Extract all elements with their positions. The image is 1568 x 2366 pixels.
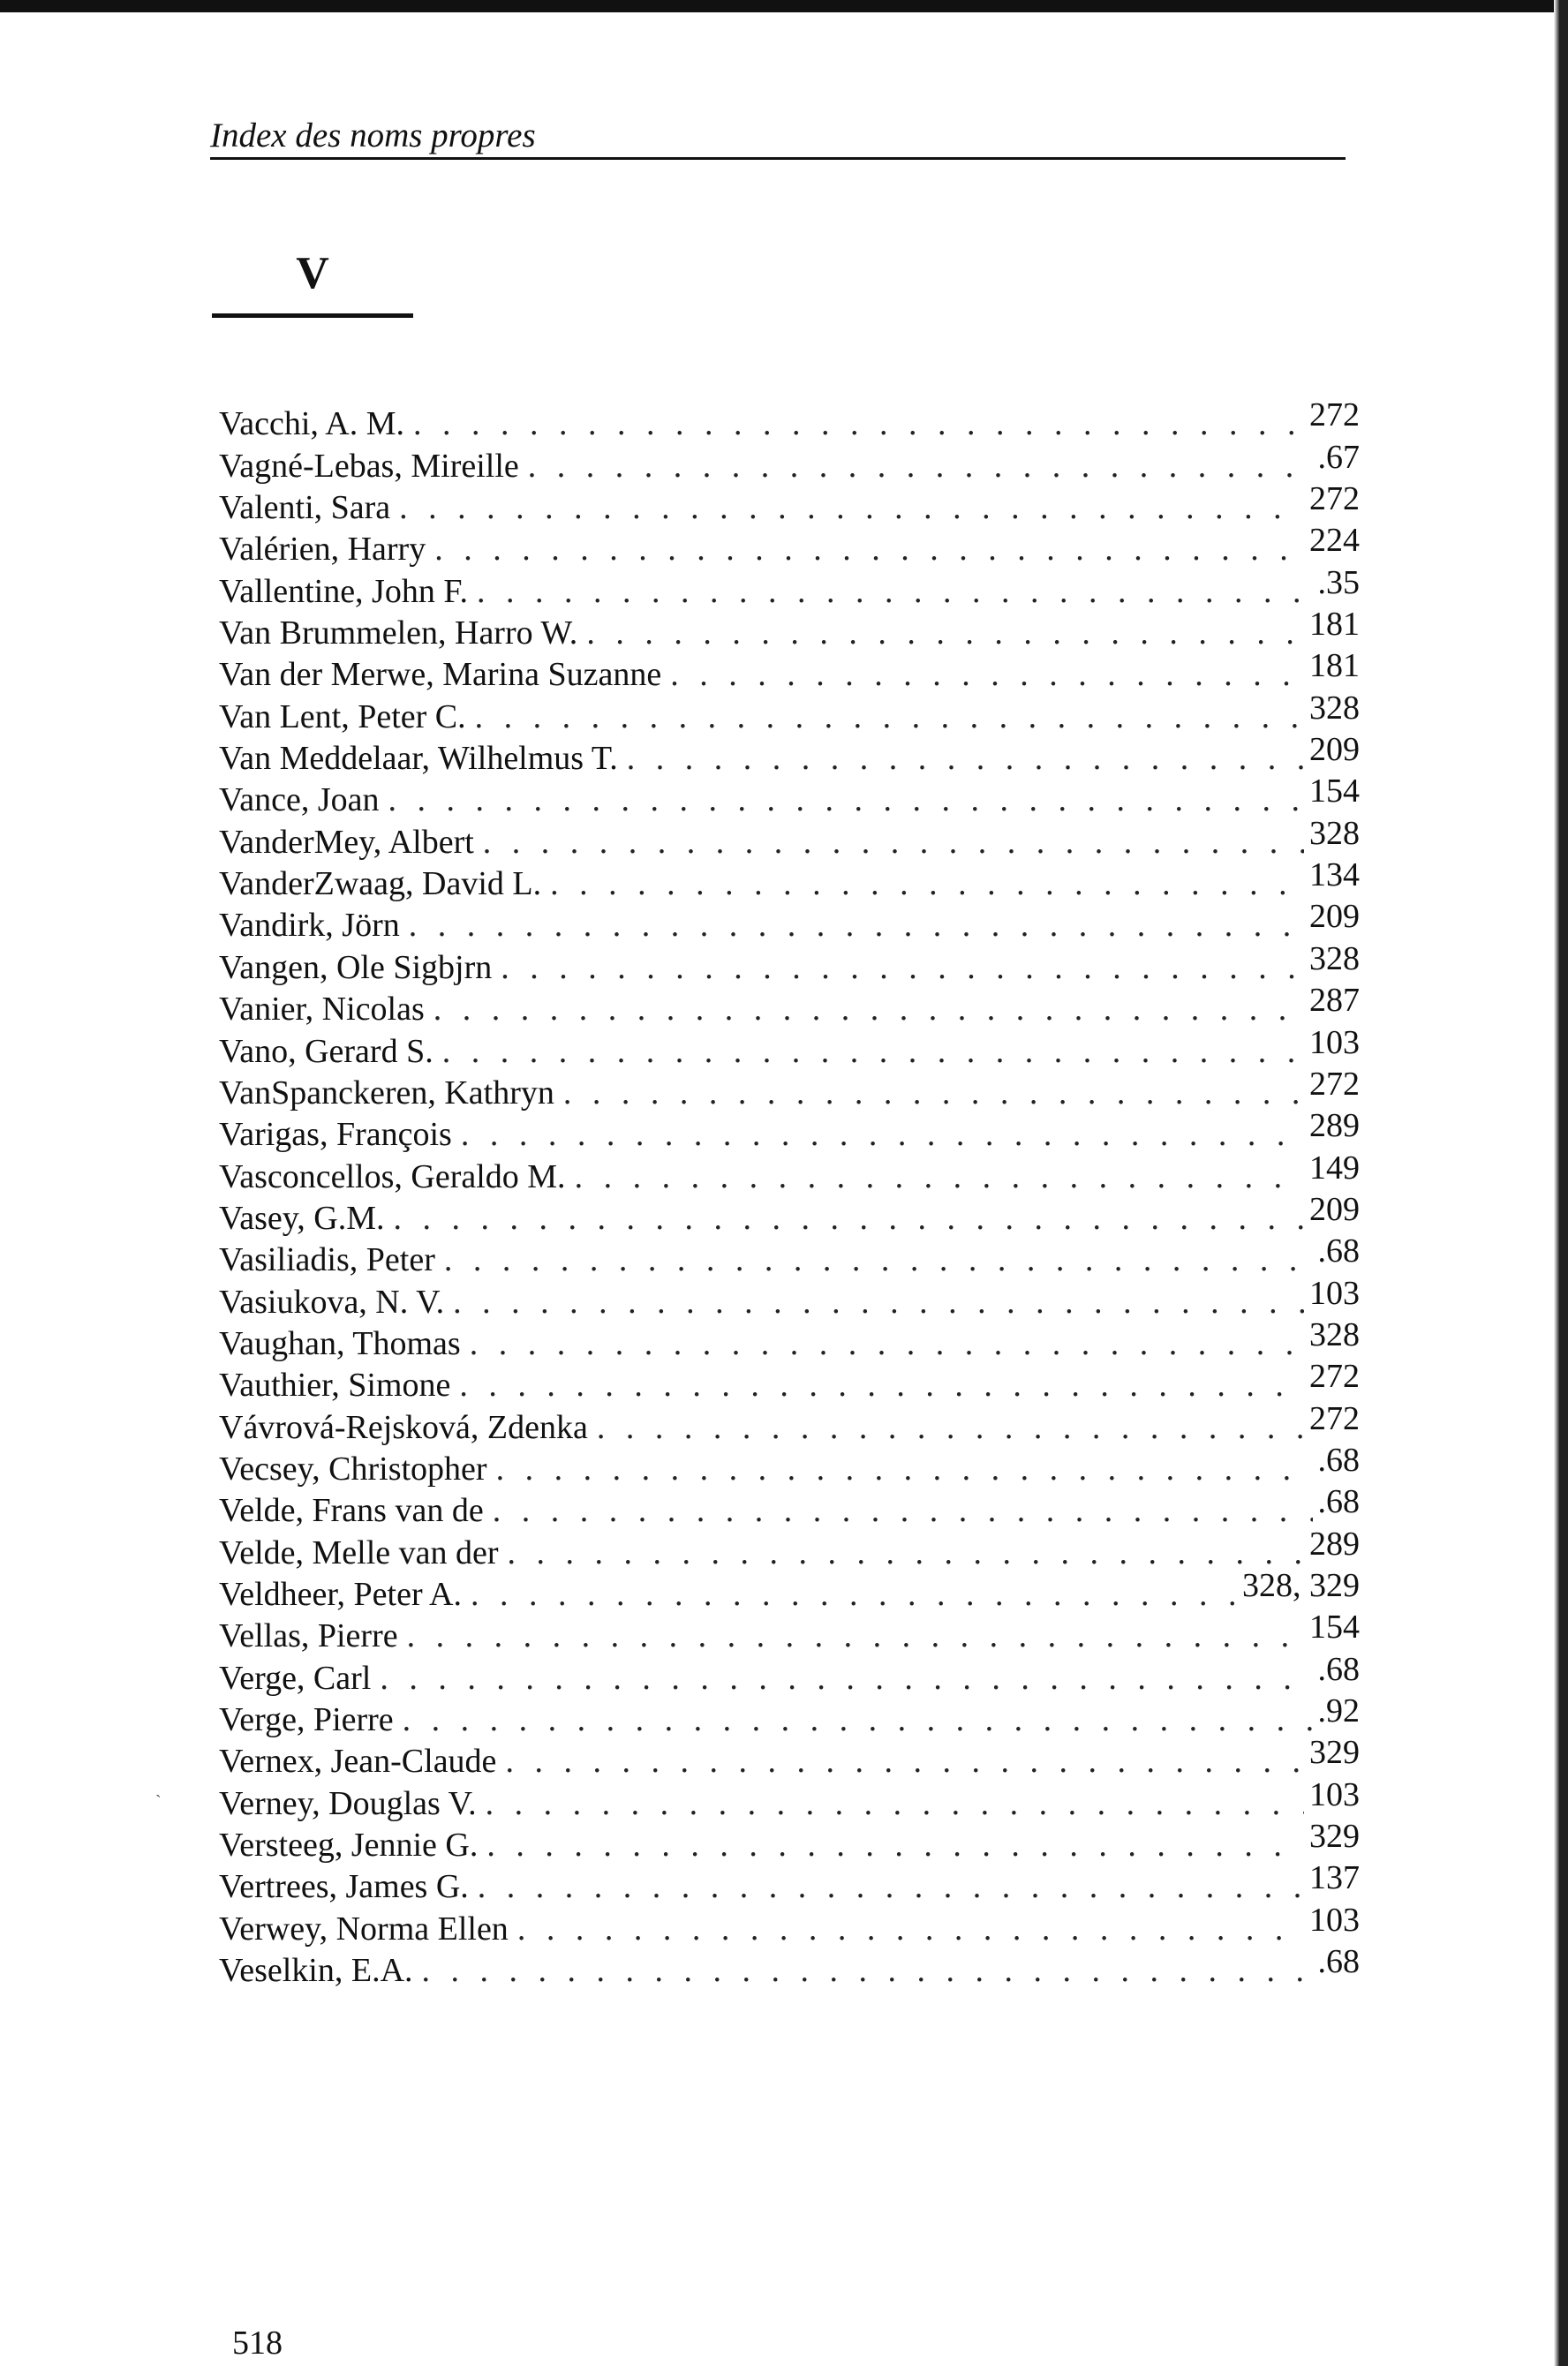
- dot-leader: [496, 1452, 1313, 1486]
- index-entry-page: 134: [1309, 856, 1360, 894]
- dot-leader: [508, 1536, 1304, 1570]
- page-right-edge: [1559, 0, 1568, 2366]
- index-entry-name: Vallentine, John F.: [219, 572, 468, 610]
- index-entry-name: Van Meddelaar, Wilhelmus T.: [219, 740, 618, 778]
- index-entry: [219, 647, 1360, 694]
- index-entry: [219, 1274, 1360, 1321]
- index-entry-page: 272: [1309, 396, 1360, 434]
- index-entry-page: 209: [1309, 731, 1360, 769]
- dot-leader: [471, 1578, 1237, 1611]
- index-entry: [219, 438, 1360, 485]
- index-entry-name: Vernex, Jean-Claude: [219, 1743, 497, 1781]
- dot-leader: [486, 1828, 1304, 1862]
- index-entry-page: 149: [1309, 1149, 1360, 1187]
- dot-leader: [550, 867, 1304, 900]
- index-entry-name: Vaughan, Thomas: [219, 1324, 461, 1362]
- index-entry-name: Vagné-Lebas, Mireille: [219, 447, 519, 485]
- dot-leader: [380, 1661, 1312, 1695]
- index-entry: [219, 608, 1360, 650]
- dot-leader: [486, 1787, 1304, 1820]
- index-entry-page: .67: [1317, 438, 1360, 476]
- index-entry: [219, 1943, 1360, 1990]
- dot-leader: [575, 1160, 1304, 1194]
- dot-leader: [409, 908, 1304, 942]
- dot-leader: [444, 1243, 1313, 1277]
- index-entry-page: .68: [1317, 1483, 1360, 1521]
- margin-mark: `: [155, 1792, 162, 1812]
- index-entry-name: Vellas, Pierre: [219, 1617, 398, 1655]
- index-entry-page: 328: [1309, 689, 1360, 727]
- index-entry-name: Vanier, Nicolas: [219, 991, 425, 1029]
- index-entry-page: 328: [1309, 814, 1360, 852]
- index-entry: [219, 731, 1360, 778]
- index-entry-name: Vandirk, Jörn: [219, 907, 400, 945]
- dot-leader: [399, 491, 1304, 524]
- index-entry-page: 103: [1309, 1775, 1360, 1813]
- index-entry: [219, 1065, 1360, 1111]
- index-entry-name: Velde, Melle van der: [219, 1533, 499, 1571]
- index-entry: [219, 939, 1360, 986]
- index-entry: [219, 1901, 1360, 1948]
- index-entry: [219, 1818, 1360, 1865]
- dot-leader: [453, 1285, 1304, 1319]
- index-entry-name: Vasconcellos, Geraldo M.: [219, 1157, 566, 1195]
- index-entry: [219, 1527, 1360, 1569]
- index-entry-name: Van der Merwe, Marina Suzanne: [219, 656, 662, 694]
- index-entry-name: Vance, Joan: [219, 781, 380, 819]
- index-entry-name: Vauthier, Simone: [219, 1367, 451, 1405]
- dot-leader: [478, 1870, 1304, 1903]
- index-entry-page: 272: [1309, 1399, 1360, 1437]
- index-entry-page: 289: [1309, 1107, 1360, 1145]
- dot-leader: [433, 992, 1304, 1026]
- dot-leader: [477, 575, 1313, 608]
- index-entry-page: .68: [1317, 1232, 1360, 1270]
- index-entry-name: VanSpanckeren, Kathryn: [219, 1074, 554, 1111]
- index-entry-page: 329: [1309, 1734, 1360, 1772]
- index-entry: [219, 1151, 1360, 1193]
- index-entry: [219, 1232, 1360, 1279]
- dot-leader: [459, 1368, 1304, 1402]
- index-entry-page: .35: [1317, 563, 1360, 601]
- index-entry-name: Velde, Frans van de: [219, 1492, 484, 1530]
- index-entry-name: Verney, Douglas V.: [219, 1784, 477, 1822]
- running-head: [210, 118, 1346, 160]
- index-entry: [219, 396, 1360, 443]
- index-entry-page: 154: [1309, 1609, 1360, 1646]
- index-entry-page: 328: [1309, 939, 1360, 977]
- index-entry-name: Vasey, G.M.: [219, 1199, 385, 1237]
- index-entry-page: 272: [1309, 1358, 1360, 1396]
- index-entry-name: Valenti, Sara: [219, 489, 391, 527]
- index-entry-page: 103: [1309, 1274, 1360, 1312]
- index-entry: [219, 1441, 1360, 1488]
- index-entry-name: Verge, Carl: [219, 1659, 372, 1697]
- dot-leader: [461, 1118, 1304, 1151]
- index-entry-name: Vano, Gerard S.: [219, 1032, 433, 1070]
- index-entry: [219, 1566, 1360, 1613]
- dot-leader: [501, 951, 1304, 984]
- index-entry-name: Verwey, Norma Ellen: [219, 1910, 509, 1948]
- index-entry-name: Versteeg, Jennie G.: [219, 1827, 479, 1865]
- index-entry-page: .68: [1317, 1441, 1360, 1479]
- dot-leader: [670, 658, 1304, 691]
- dot-leader: [407, 1619, 1304, 1653]
- index-entry-name: Vertrees, James G.: [219, 1868, 469, 1906]
- index-entry-page: 137: [1309, 1859, 1360, 1897]
- index-entry-page: 224: [1309, 522, 1360, 560]
- index-entry-page: 209: [1309, 1190, 1360, 1228]
- index-entry: [219, 1734, 1360, 1781]
- index-entry-page: 272: [1309, 1065, 1360, 1103]
- section-letter: V: [296, 248, 329, 298]
- dot-leader: [470, 1327, 1304, 1360]
- dot-leader: [505, 1744, 1304, 1778]
- index-entry-name: Veldheer, Peter A.: [219, 1575, 462, 1613]
- index-entry: [219, 982, 1360, 1029]
- index-entry-name: Van Lent, Peter C.: [219, 697, 466, 735]
- index-entry-page: 289: [1309, 1525, 1360, 1563]
- index-entry-page: 209: [1309, 898, 1360, 936]
- index-entry-page: 181: [1309, 606, 1360, 644]
- index-entry-name: Vasiliadis, Peter: [219, 1241, 435, 1279]
- index-entry: [219, 856, 1360, 903]
- index-entry: [219, 1358, 1360, 1405]
- page-top-edge: [0, 0, 1568, 12]
- index-entry-page: 272: [1309, 480, 1360, 518]
- dot-leader: [394, 1202, 1304, 1235]
- index-entry: [219, 1692, 1360, 1738]
- index-entry-name: Van Brummelen, Harro W.: [219, 614, 578, 652]
- dot-leader: [422, 1954, 1313, 1987]
- index-entry: [219, 522, 1360, 569]
- dot-leader: [413, 407, 1304, 441]
- index-entry: [219, 480, 1360, 527]
- index-entry-page: 329: [1309, 1818, 1360, 1856]
- index-entry-page: 328: [1309, 1315, 1360, 1353]
- index-entry-page: 154: [1309, 772, 1360, 810]
- dot-leader: [388, 783, 1304, 817]
- index-entry-page: 181: [1309, 647, 1360, 685]
- running-head-title: Index des noms propres: [210, 117, 536, 154]
- index-entry-page: 287: [1309, 982, 1360, 1020]
- index-entry-name: Valérien, Harry: [219, 531, 426, 569]
- page-number: 518: [232, 2325, 283, 2362]
- dot-leader: [483, 825, 1304, 859]
- index-entry-name: Vasiukova, N. V.: [219, 1283, 445, 1321]
- index-entry: [219, 1859, 1360, 1906]
- dot-leader: [597, 1411, 1304, 1444]
- index-entry-name: Verge, Pierre: [219, 1701, 394, 1738]
- section-letter-rule: [212, 313, 413, 318]
- index-entry-name: Varigas, François: [219, 1116, 452, 1154]
- index-entry: [219, 563, 1360, 610]
- index-entry-name: VanderZwaag, David L.: [219, 865, 542, 903]
- index-entry: [219, 1107, 1360, 1154]
- index-entry: [219, 691, 1360, 733]
- index-entry-list: [219, 396, 1360, 1990]
- dot-leader: [627, 742, 1304, 775]
- index-entry: [219, 772, 1360, 819]
- index-entry-page: .68: [1317, 1650, 1360, 1688]
- dot-leader: [475, 700, 1304, 734]
- index-entry: [219, 814, 1360, 861]
- dot-leader: [563, 1076, 1304, 1110]
- dot-leader: [403, 1703, 1313, 1737]
- index-entry: [219, 1315, 1360, 1362]
- index-entry-name: Veselkin, E.A.: [219, 1952, 413, 1990]
- index-entry-page: .92: [1317, 1692, 1360, 1729]
- dot-leader: [442, 1035, 1304, 1068]
- index-entry-page: 103: [1309, 1901, 1360, 1939]
- index-entry-name: Vacchi, A. M.: [219, 405, 405, 443]
- index-entry: [219, 1190, 1360, 1237]
- index-entry: [219, 1611, 1360, 1653]
- index-entry: [219, 1775, 1360, 1822]
- index-entry-name: Vávrová-Rejsková, Zdenka: [219, 1408, 588, 1446]
- index-entry: [219, 1023, 1360, 1070]
- index-entry-name: Vangen, Ole Sigbjrn: [219, 948, 493, 986]
- dot-leader: [434, 532, 1304, 566]
- index-entry: [219, 1483, 1360, 1530]
- index-entry-page: 103: [1309, 1023, 1360, 1061]
- index-entry-name: VanderMey, Albert: [219, 823, 474, 861]
- index-entry: [219, 1399, 1360, 1446]
- index-entry-name: Vecsey, Christopher: [219, 1450, 487, 1488]
- index-entry: [219, 898, 1360, 945]
- index-entry-page: 328, 329: [1242, 1566, 1360, 1604]
- dot-leader: [517, 1912, 1304, 1946]
- index-entry-page: .68: [1317, 1943, 1360, 1981]
- dot-leader: [528, 449, 1313, 483]
- dot-leader: [493, 1494, 1313, 1527]
- dot-leader: [586, 616, 1304, 650]
- index-entry: [219, 1650, 1360, 1697]
